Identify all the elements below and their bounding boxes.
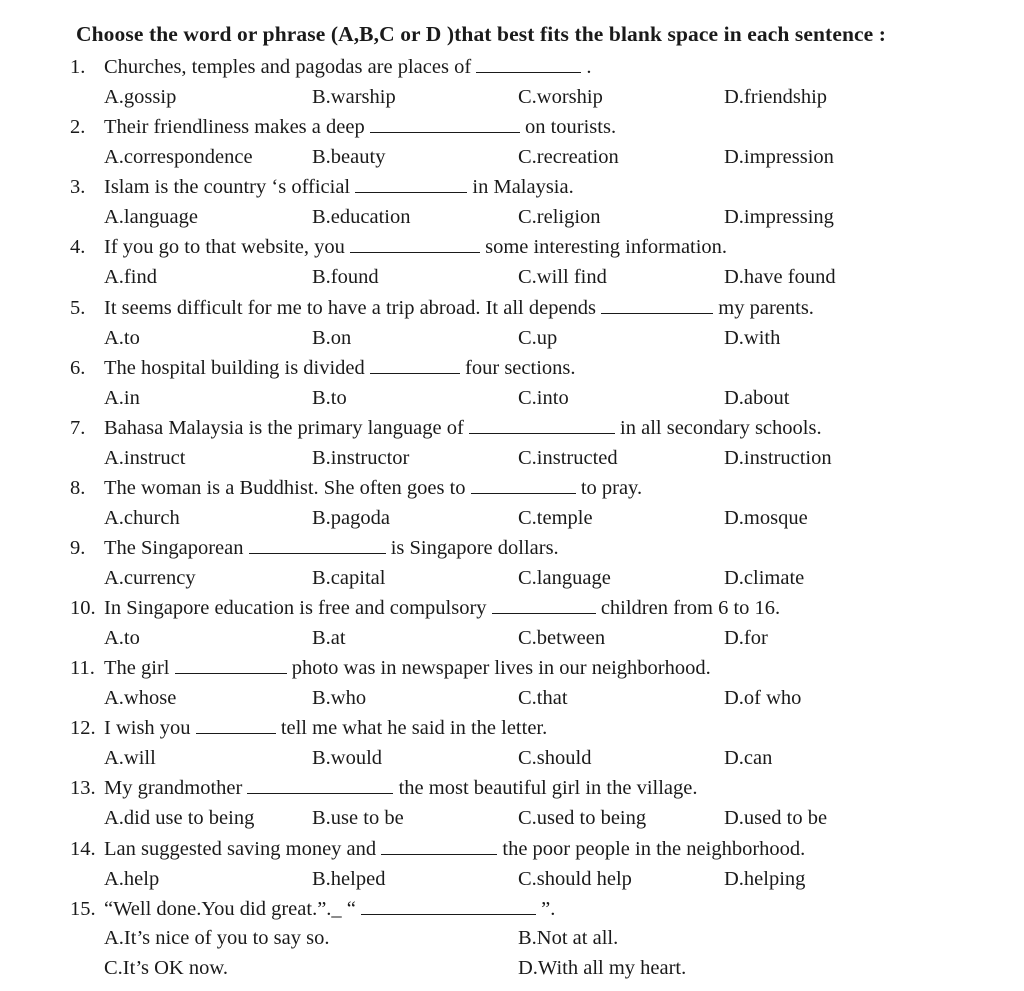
question-text-before: Bahasa Malaysia is the primary language of xyxy=(104,417,469,439)
question-text-before: Islam is the country ‘s official xyxy=(104,176,356,198)
question-number: 4. xyxy=(70,236,86,258)
option-c: C.up xyxy=(518,327,558,349)
question-6 xyxy=(70,353,576,383)
question-number: 3. xyxy=(70,176,86,198)
answer-blank xyxy=(350,236,480,253)
option-c: C.religion xyxy=(518,206,601,228)
question-2 xyxy=(70,112,616,142)
question-4 xyxy=(70,232,727,262)
answer-blank xyxy=(492,597,596,614)
option-c: C.instructed xyxy=(518,447,618,469)
question-12 xyxy=(70,713,547,743)
question-text-before: In Singapore education is free and compulsory xyxy=(104,597,492,619)
answer-blank xyxy=(249,537,386,554)
option-b: B.education xyxy=(312,206,411,228)
option-b: B.pagoda xyxy=(312,507,390,529)
option-d: D.mosque xyxy=(724,507,808,529)
question-5 xyxy=(70,293,814,323)
question-text-after: four sections. xyxy=(459,357,576,379)
option-b: B.to xyxy=(312,387,347,409)
answer-blank xyxy=(381,838,497,855)
question-text-after: the most beautiful girl in the village. xyxy=(393,777,698,799)
question-text-before: Their friendliness makes a deep xyxy=(104,116,370,138)
question-8 xyxy=(70,473,642,503)
option-d: D.helping xyxy=(724,868,806,890)
question-number: 12. xyxy=(70,717,96,739)
question-number: 1. xyxy=(70,56,86,78)
question-text-after: my parents. xyxy=(713,297,814,319)
option-d: D.With all my heart. xyxy=(518,957,687,979)
option-a: A.to xyxy=(104,627,140,649)
option-d: D.have found xyxy=(724,266,836,288)
question-text-after: in all secondary schools. xyxy=(614,417,822,439)
question-number: 8. xyxy=(70,477,86,499)
option-c: C.will find xyxy=(518,266,607,288)
option-b: B.beauty xyxy=(312,146,386,168)
option-a: A.whose xyxy=(104,687,177,709)
option-b: B.on xyxy=(312,327,352,349)
option-a: A.It’s nice of you to say so. xyxy=(104,927,330,949)
question-text-after: ”. xyxy=(536,898,556,920)
option-c: C.between xyxy=(518,627,606,649)
question-text-after: in Malaysia. xyxy=(467,176,574,198)
option-b: B.instructor xyxy=(312,447,410,469)
answer-blank xyxy=(247,777,393,794)
option-d: D.impressing xyxy=(724,206,834,228)
question-15 xyxy=(70,894,555,924)
option-c: C.It’s OK now. xyxy=(104,957,228,979)
option-a: A.currency xyxy=(104,567,196,589)
question-text-after: children from 6 to 16. xyxy=(595,597,781,619)
option-d: D.impression xyxy=(724,146,834,168)
answer-blank xyxy=(471,477,576,494)
option-a: A.did use to being xyxy=(104,807,255,829)
question-10 xyxy=(70,593,780,623)
option-b: B.use to be xyxy=(312,807,404,829)
option-c: C.temple xyxy=(518,507,593,529)
question-9 xyxy=(70,533,559,563)
option-c: C.worship xyxy=(518,86,603,108)
option-b: B.at xyxy=(312,627,346,649)
question-text-before: I wish you xyxy=(104,717,196,739)
question-text-after: to pray. xyxy=(575,477,643,499)
option-a: A.correspondence xyxy=(104,146,253,168)
answer-blank xyxy=(370,357,460,374)
question-text-before: “Well done.You did great.”._ “ xyxy=(104,898,362,920)
question-7 xyxy=(70,413,822,443)
question-14 xyxy=(70,834,805,864)
option-d: D.for xyxy=(724,627,768,649)
option-a: A.find xyxy=(104,266,157,288)
option-a: A.in xyxy=(104,387,140,409)
question-number: 14. xyxy=(70,838,96,860)
option-a: A.language xyxy=(104,206,198,228)
question-number: 6. xyxy=(70,357,86,379)
question-text-after: tell me what he said in the letter. xyxy=(275,717,548,739)
option-c: C.should help xyxy=(518,868,632,890)
option-a: A.instruct xyxy=(104,447,186,469)
option-c: C.into xyxy=(518,387,569,409)
answer-blank xyxy=(370,116,520,133)
option-a: A.to xyxy=(104,327,140,349)
question-text-before: The girl xyxy=(104,657,175,679)
question-number: 5. xyxy=(70,297,86,319)
question-text-after: . xyxy=(581,56,592,78)
question-text-after: is Singapore dollars. xyxy=(385,537,559,559)
question-text-before: It seems difficult for me to have a trip abroad. It all depends xyxy=(104,297,602,319)
option-b: B.found xyxy=(312,266,379,288)
cut-off-next-section xyxy=(40,986,1024,991)
question-text-after: the poor people in the neighborhood. xyxy=(497,838,806,860)
question-text-before: Lan suggested saving money and xyxy=(104,838,382,860)
answer-blank xyxy=(355,176,467,193)
option-d: D.climate xyxy=(724,567,805,589)
question-text-before: The woman is a Buddhist. She often goes to xyxy=(104,477,471,499)
option-c: C.should xyxy=(518,747,592,769)
option-d: D.can xyxy=(724,747,773,769)
option-b: B.warship xyxy=(312,86,396,108)
question-text-after: some interesting information. xyxy=(479,236,728,258)
instruction-heading: Choose the word or phrase (A,B,C or D )that best fits the blank space in each sentence : xyxy=(76,22,887,46)
question-3 xyxy=(70,172,574,202)
option-c: C.language xyxy=(518,567,611,589)
answer-blank xyxy=(476,56,581,73)
question-text-after: on tourists. xyxy=(519,116,617,138)
question-text-before: If you go to that website, you xyxy=(104,236,350,258)
answer-blank xyxy=(361,898,536,915)
option-d: D.instruction xyxy=(724,447,832,469)
option-a: A.gossip xyxy=(104,86,177,108)
question-text-before: Churches, temples and pagodas are places of xyxy=(104,56,477,78)
question-text-before: The hospital building is divided xyxy=(104,357,370,379)
question-number: 15. xyxy=(70,898,96,920)
question-number: 7. xyxy=(70,417,86,439)
option-b: B.Not at all. xyxy=(518,927,619,949)
option-a: A.will xyxy=(104,747,156,769)
question-text-before: My grandmother xyxy=(104,777,248,799)
option-b: B.who xyxy=(312,687,367,709)
option-a: A.church xyxy=(104,507,180,529)
question-number: 10. xyxy=(70,597,96,619)
question-number: 9. xyxy=(70,537,86,559)
question-number: 2. xyxy=(70,116,86,138)
question-13 xyxy=(70,773,698,803)
question-11 xyxy=(70,653,711,683)
option-a: A.help xyxy=(104,868,160,890)
option-b: B.helped xyxy=(312,868,386,890)
option-d: D.friendship xyxy=(724,86,828,108)
question-text-before: The Singaporean xyxy=(104,537,249,559)
option-c: C.recreation xyxy=(518,146,619,168)
option-c: C.used to being xyxy=(518,807,647,829)
option-b: B.capital xyxy=(312,567,386,589)
question-number: 11. xyxy=(70,657,95,679)
question-1 xyxy=(70,52,592,82)
answer-blank xyxy=(601,297,713,314)
answer-blank xyxy=(469,417,615,434)
question-text-after: photo was in newspaper lives in our neighborhood. xyxy=(286,657,711,679)
answer-blank xyxy=(175,657,287,674)
option-c: C.that xyxy=(518,687,568,709)
option-d: D.of who xyxy=(724,687,802,709)
question-number: 13. xyxy=(70,777,96,799)
answer-blank xyxy=(196,717,276,734)
option-b: B.would xyxy=(312,747,383,769)
option-d: D.used to be xyxy=(724,807,828,829)
option-d: D.about xyxy=(724,387,790,409)
option-d: D.with xyxy=(724,327,781,349)
